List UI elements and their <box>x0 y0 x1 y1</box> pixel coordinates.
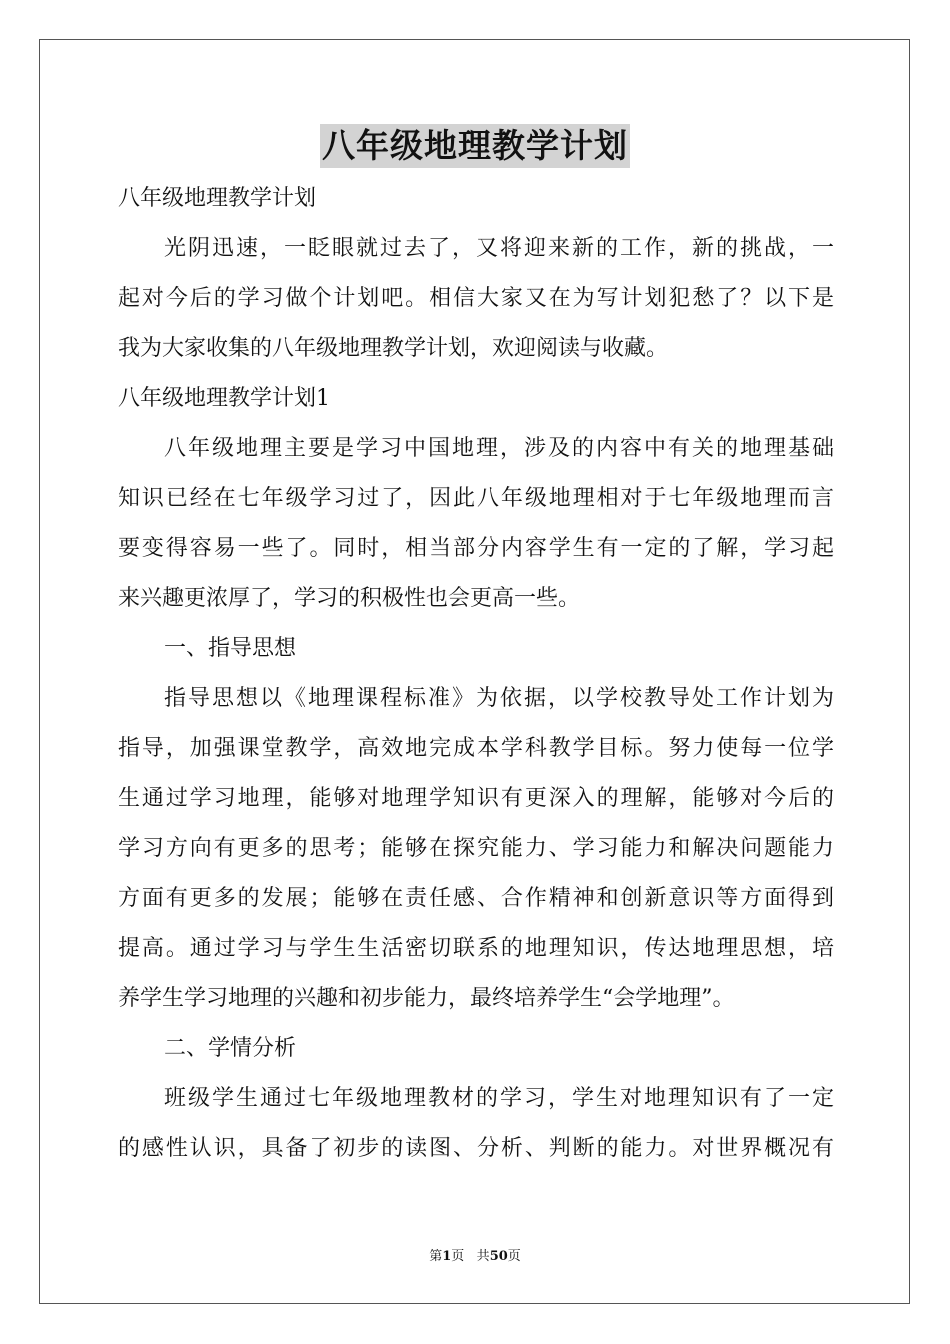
paragraph-line: 班级学生通过七年级地理教材的学习，学生对地理知识有了一定 <box>164 1086 834 1111</box>
paragraph-line: 八年级地理主要是学习中国地理，涉及的内容中有关的地理基础 <box>164 436 834 461</box>
page-suffix: 页 <box>451 1249 465 1264</box>
section-heading: 八年级地理教学计划 <box>118 186 317 211</box>
paragraph-line: 起对今后的学习做个计划吧。相信大家又在为写计划犯愁了？以下是 <box>118 286 834 311</box>
paragraph-line: 指导，加强课堂教学，高效地完成本学科教学目标。努力使每一位学 <box>118 736 834 761</box>
document-body <box>118 174 834 1174</box>
total-prefix: 共 <box>476 1249 490 1264</box>
paragraph-line: 光阴迅速，一眨眼就过去了，又将迎来新的工作，新的挑战，一 <box>164 236 834 261</box>
subsection-heading: 一、指导思想 <box>164 636 297 661</box>
paragraph-line: 学习方向有更多的思考；能够在探究能力、学习能力和解决问题能力 <box>118 836 834 861</box>
paragraph-line: 养学生学习地理的兴趣和初步能力，最终培养学生“会学地理”。 <box>118 986 735 1011</box>
section-heading: 八年级地理教学计划1 <box>118 386 330 411</box>
paragraph-line: 我为大家收集的八年级地理教学计划，欢迎阅读与收藏。 <box>118 336 669 361</box>
paragraph-line: 要变得容易一些了。同时，相当部分内容学生有一定的了解，学习起 <box>118 536 834 561</box>
document-title: 八年级地理教学计划 <box>320 124 630 168</box>
paragraph-line: 方面有更多的发展；能够在责任感、合作精神和创新意识等方面得到 <box>118 886 834 911</box>
paragraph-line: 的感性认识，具备了初步的读图、分析、判断的能力。对世界概况有 <box>118 1136 834 1161</box>
page-number: 1 <box>442 1249 452 1264</box>
paragraph-line: 来兴趣更浓厚了，学习的积极性也会更高一些。 <box>118 586 581 611</box>
total-suffix: 页 <box>507 1249 521 1264</box>
paragraph-line: 知识已经在七年级学习过了，因此八年级地理相对于七年级地理而言 <box>118 486 834 511</box>
total-pages: 50 <box>489 1249 508 1264</box>
page-prefix: 第 <box>429 1249 443 1264</box>
subsection-heading: 二、学情分析 <box>164 1036 297 1061</box>
paragraph-line: 提高。通过学习与学生生活密切联系的地理知识，传达地理思想，培 <box>118 936 834 961</box>
paragraph-line: 指导思想以《地理课程标准》为依据，以学校教导处工作计划为 <box>164 686 834 711</box>
title-container <box>0 124 950 168</box>
page-footer <box>0 1248 950 1266</box>
paragraph-line: 生通过学习地理，能够对地理学知识有更深入的理解，能够对今后的 <box>118 786 834 811</box>
